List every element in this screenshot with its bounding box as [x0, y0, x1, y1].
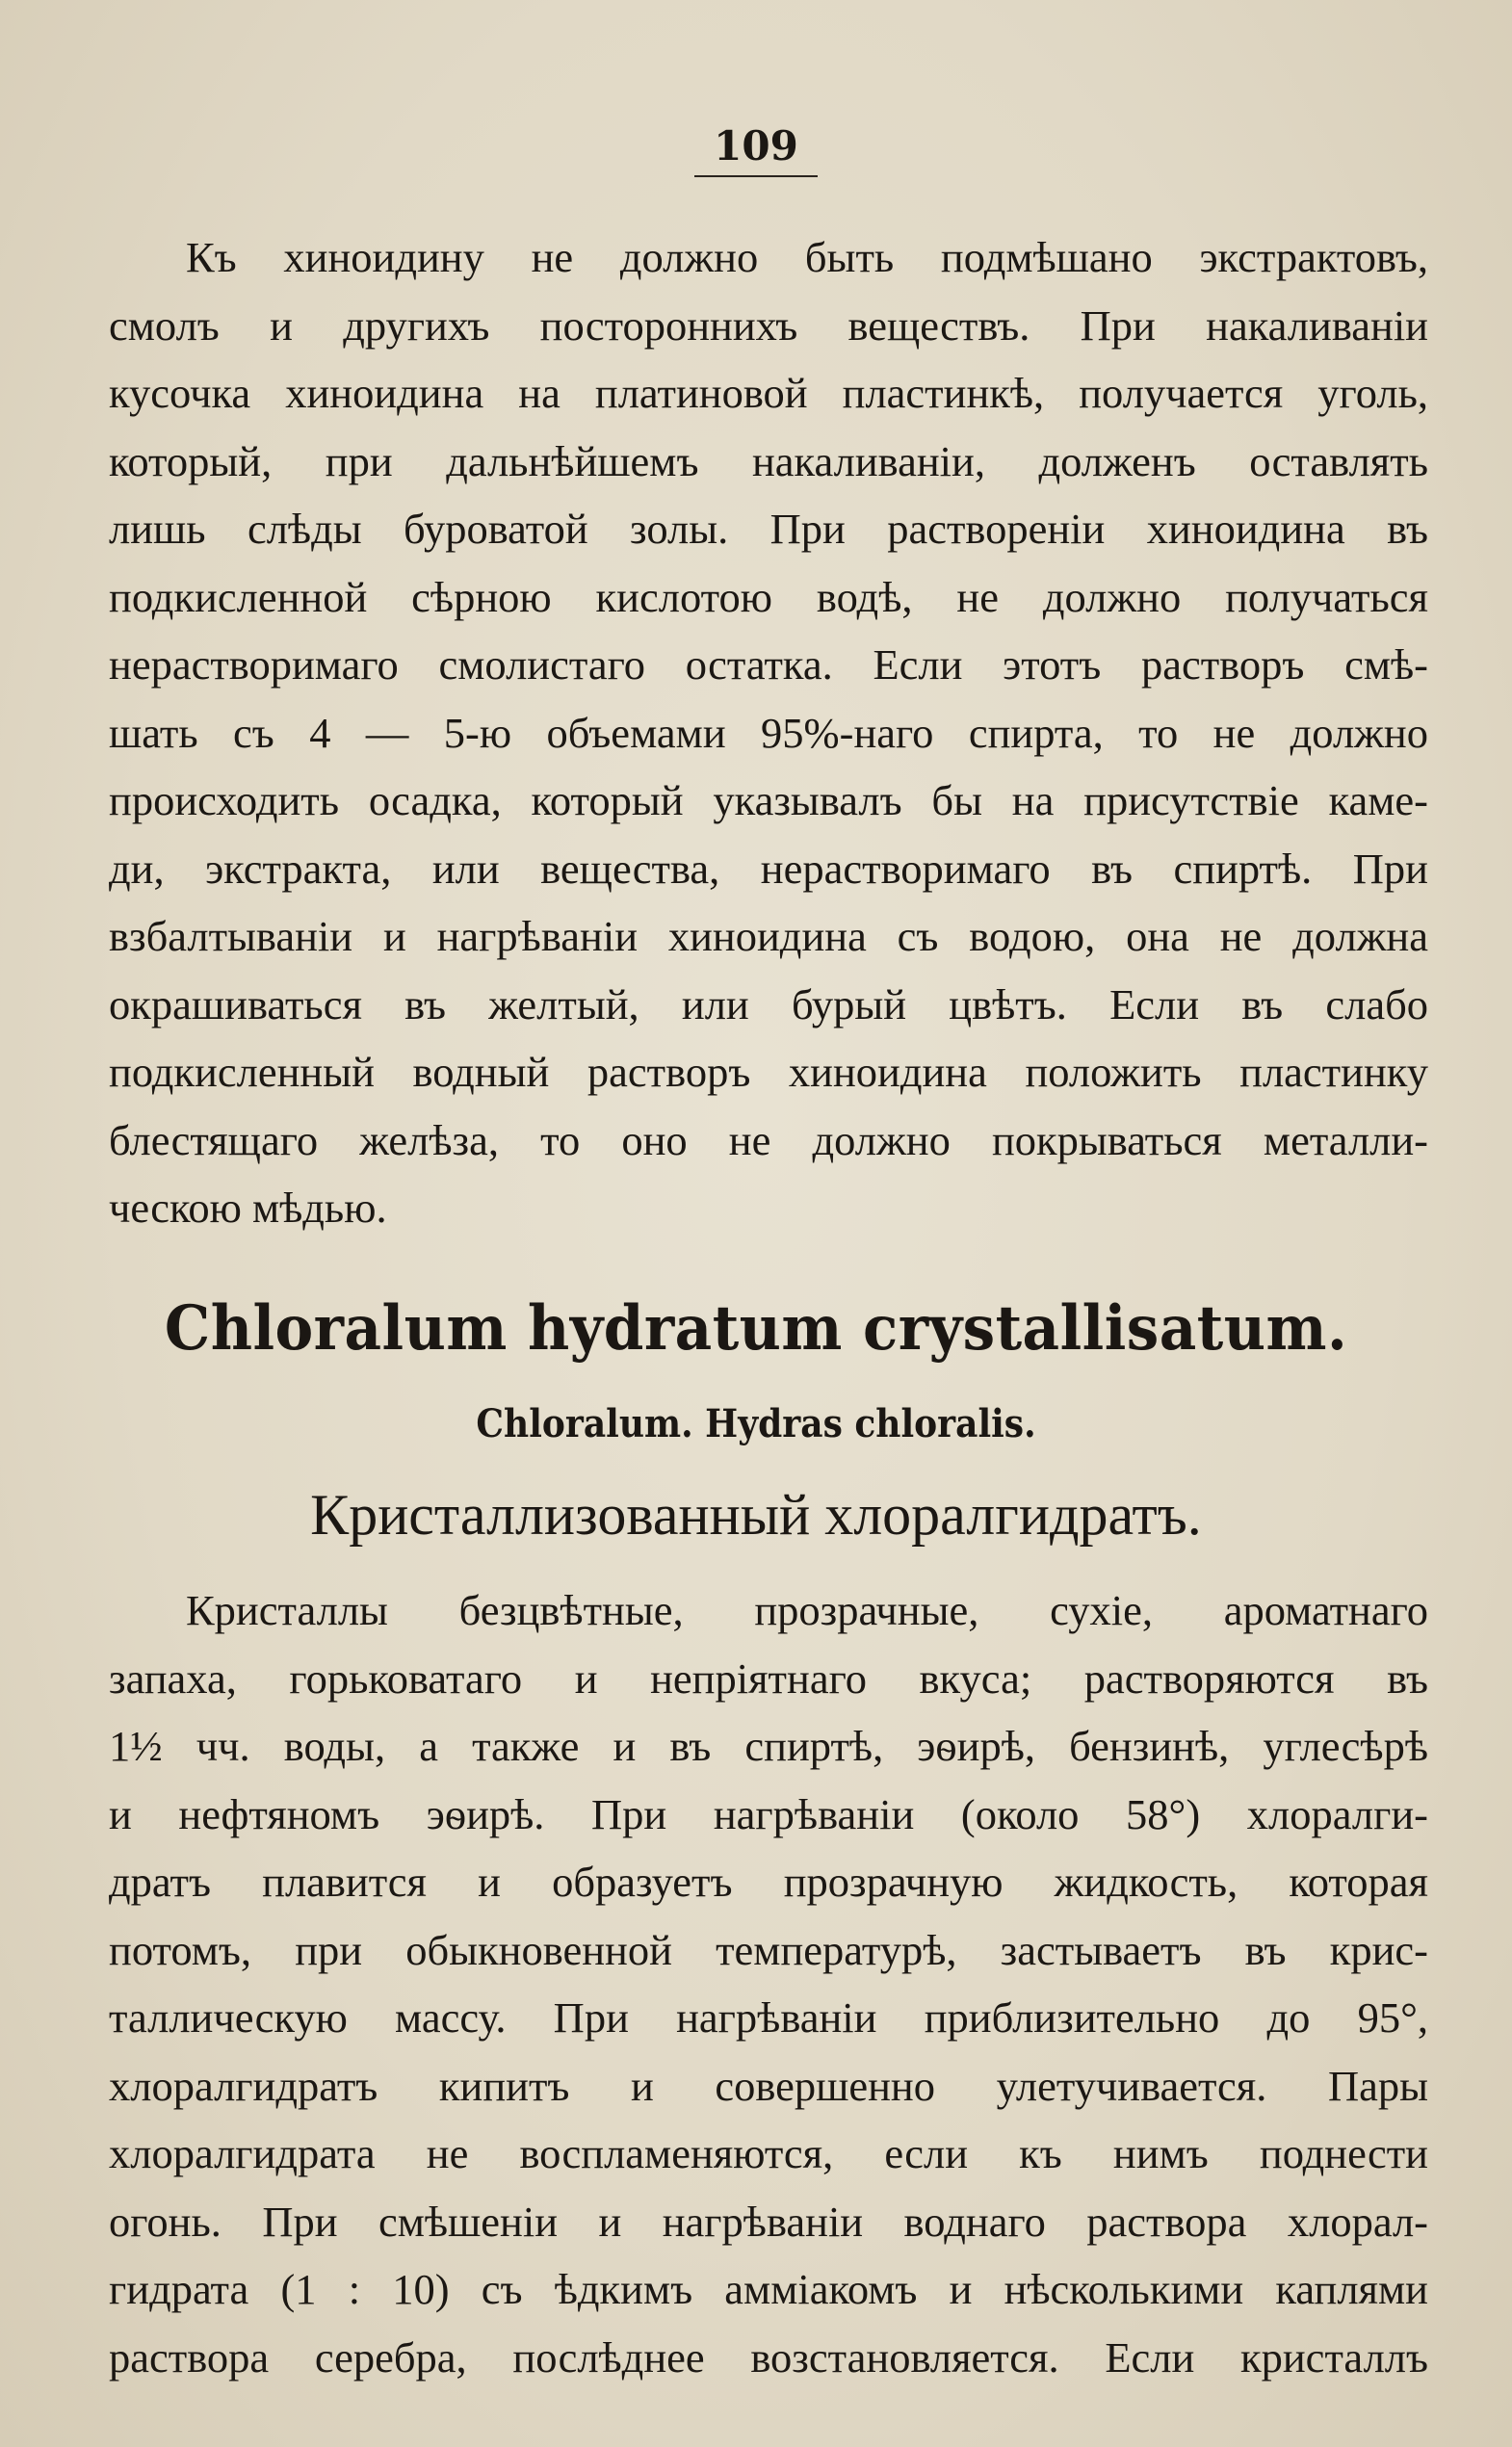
text-line: раствора серебра, послѣднее возстановляется. Если кристаллъ [109, 2332, 1428, 2382]
section-heading-latin: Chloralum hydratum crystallisatum. [164, 1292, 1348, 1365]
text-line: гидрата (1 : 10) съ ѣдкимъ амміакомъ и нѣсколькими каплями [109, 2265, 1428, 2313]
text-line: кусочка хиноидина на платиновой пластинкѣ, получается уголь, [109, 369, 1428, 417]
text-line: шать съ 4 — 5-ю объемами 95%-наго спирта, то не должно [109, 708, 1428, 757]
text-line: смолъ и другихъ постороннихъ веществъ. При накаливаніи [109, 300, 1428, 350]
text-line: происходить осадка, который указывалъ бы на присутствіе каме- [109, 776, 1428, 824]
text-line: окрашиваться въ желтый, или бурый цвѣтъ. Если въ слабо [109, 979, 1428, 1028]
text-line: Къ хиноидину не должно быть подмѣшано экстрактовъ, [186, 233, 1428, 281]
text-line: взбалтываніи и нагрѣваніи хиноидина съ водою, она не должна [109, 912, 1428, 960]
text-line: Кристаллы безцвѣтные, прозрачные, сухіе, ароматнаго [186, 1586, 1428, 1634]
section-subheading-synonyms: Chloralum. Hydras chloralis. [476, 1401, 1036, 1446]
text-line: хлоралгидрата не воспламеняются, если къ нимъ поднести [109, 2129, 1428, 2177]
text-line: подкисленный водный растворъ хиноидина положить пластинку [109, 1048, 1428, 1096]
page-number-container [0, 123, 1512, 177]
section-heading-russian: Кристаллизованный хлоралгидратъ. [310, 1483, 1202, 1547]
text-line: таллическую массу. При нагрѣваніи приблизительно до 95°, [109, 1993, 1428, 2042]
text-line: и нефтяномъ эѳирѣ. При нагрѣваніи (около 58°) хлоралги- [109, 1789, 1428, 1838]
text-line: ческою мѣдью. [109, 1184, 387, 1232]
paragraph-quinoidine-tests [109, 223, 1428, 1242]
text-line: хлоралгидратъ кипитъ и совершенно улетучивается. Пары [109, 2061, 1428, 2110]
paragraph-chloral-hydrate-description [109, 1576, 1428, 2391]
text-line: блестящаго желѣза, то оно не должно покрываться металли- [109, 1115, 1428, 1164]
text-line: огонь. При смѣшеніи и нагрѣваніи воднаго раствора хлорал- [109, 2197, 1428, 2246]
text-line: потомъ, при обыкновенной температурѣ, застываетъ въ крис- [109, 1925, 1428, 1974]
text-line: дратъ плавится и образуетъ прозрачную жидкость, которая [109, 1858, 1428, 1906]
text-line: который, при дальнѣйшемъ накаливаніи, долженъ оставлять [109, 436, 1428, 485]
text-line: лишь слѣды буроватой золы. При раствореніи хиноидина въ [109, 505, 1428, 553]
text-line: нерастворимаго смолистаго остатка. Если этотъ растворъ смѣ- [109, 640, 1428, 689]
text-line: подкисленной сѣрною кислотою водѣ, не должно получаться [109, 572, 1428, 621]
text-line: 1½ чч. воды, а также и въ спиртѣ, эѳирѣ, бензинѣ, углесѣрѣ [109, 1722, 1428, 1770]
text-line: запаха, горьковатаго и непріятнаго вкуса; растворяются въ [109, 1653, 1428, 1703]
text-line: ди, экстракта, или вещества, нерастворимаго въ спиртѣ. При [109, 844, 1428, 893]
page-number: 109 [694, 123, 818, 177]
